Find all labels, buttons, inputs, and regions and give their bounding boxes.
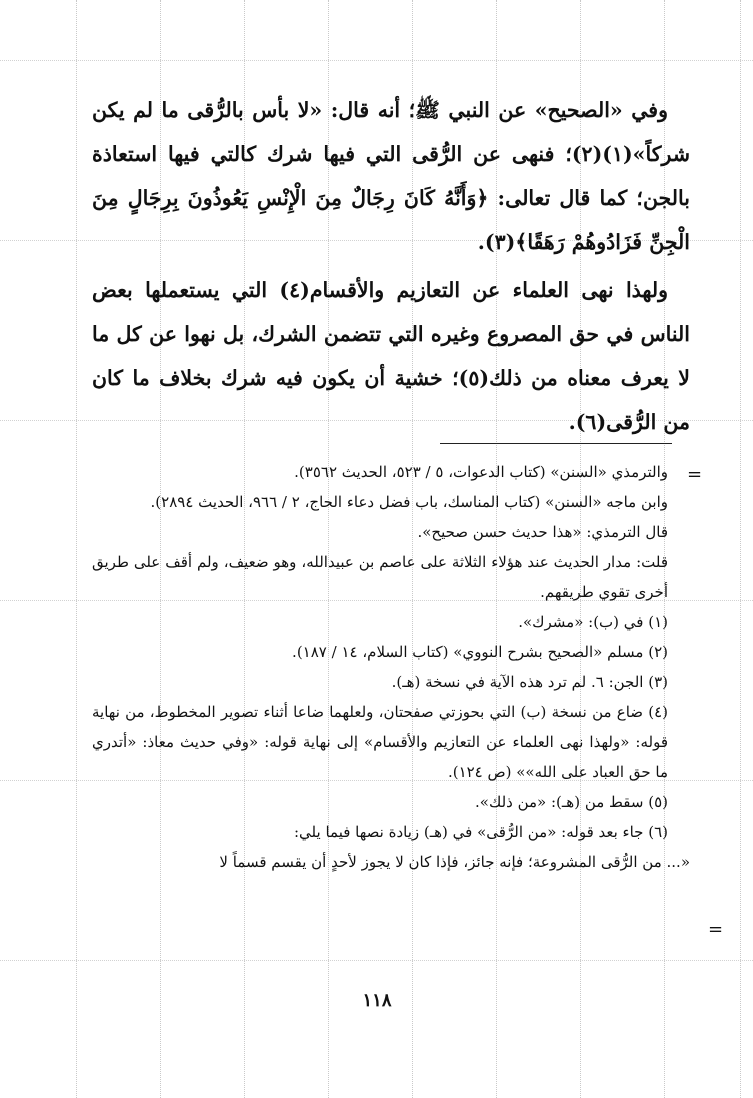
main-paragraph-text: ولهذا نهى العلماء عن التعازيم والأقسام(٤) التي يستعملها بعض الناس في حق المصروع وغيره التي تتضمن الشرك، بل نهوا عن كل ما لا يعرف معناه من ذلك(٥)؛ خشية أن يكون فيه شرك بخلاف ما كان من الرُّقى(٦). [92, 278, 690, 434]
main-paragraph-text: وفي «الصحيح» عن النبي ﷺ؛ أنه قال: «لا بأس بالرُّقى ما لم يكن شركاً»(١)(٢)؛ فنهى عن الرُّقى التي فيها شرك كالتي فيها استعاذة بالجن؛ كما قال تعالى: ﴿وَأَنَّهُ كَانَ رِجَالٌ مِنَ الْإِنْسِ يَعُوذُونَ بِرِجَالٍ مِنَ الْجِنِّ فَزَادُوهُمْ رَهَقًا﴾(٣). [92, 98, 690, 254]
footnote-item: (٤) ضاع من نسخة (ب) التي بحوزتي صفحتان، ولعلهما ضاعا أثناء تصوير المخطوط، من نهاية قوله: «ولهذا نهى العلماء عن التعازيم والأقسام» إلى نهاية قوله: «وفي حديث معاذ: «أتدري ما حق العباد على الله»» (ص ١٢٤). [92, 703, 668, 781]
guide-line [0, 960, 753, 961]
footnote-item: (٢) مسلم «الصحيح بشرح النووي» (كتاب السلام، ١٤ / ١٨٧). [292, 643, 668, 661]
main-paragraph [92, 268, 690, 444]
footnote-line: قلت: مدار الحديث عند هؤلاء الثلاثة على عاصم بن عبيدالله، وهو ضعيف، ولم أقف على طريق أخرى تقوي طريقهم. [92, 553, 668, 601]
footnote-item: (٦) جاء بعد قوله: «من الرُّقى» في (هـ) زيادة نصها فيما يلي: [294, 823, 668, 841]
footnote-line: وابن ماجه «السنن» (كتاب المناسك، باب فضل دعاء الحاج، ٢ / ٩٦٦، الحديث ٢٨٩٤). [150, 493, 668, 511]
footnote-continuation-mark: = [687, 464, 703, 485]
guide-line [740, 0, 741, 1098]
main-text [92, 88, 690, 444]
footnotes [92, 457, 690, 877]
main-paragraph [92, 88, 690, 264]
page-number: ١١٨ [362, 990, 392, 1011]
guide-line [0, 60, 753, 61]
footnote-item: (١) في (ب): «مشرك». [518, 613, 668, 631]
footnote-quote: «... من الرُّقى المشروعة؛ فإنه جائز، فإذا كان لا يجوز لأحدٍ أن يقسم قسماً لا [219, 853, 690, 871]
footnote-item: (٣) الجن: ٦. لم ترد هذه الآية في نسخة (هـ). [391, 673, 668, 691]
footnote-item: (٥) سقط من (هـ): «من ذلك». [475, 793, 668, 811]
guide-line [76, 0, 77, 1098]
footnote-separator [440, 443, 672, 444]
footnote-line: والترمذي «السنن» (كتاب الدعوات، ٥ / ٥٢٣، الحديث ٣٥٦٢). [294, 463, 668, 481]
footnote-line: قال الترمذي: «هذا حديث حسن صحيح». [417, 523, 668, 541]
footnote-continues-mark: = [708, 919, 724, 940]
